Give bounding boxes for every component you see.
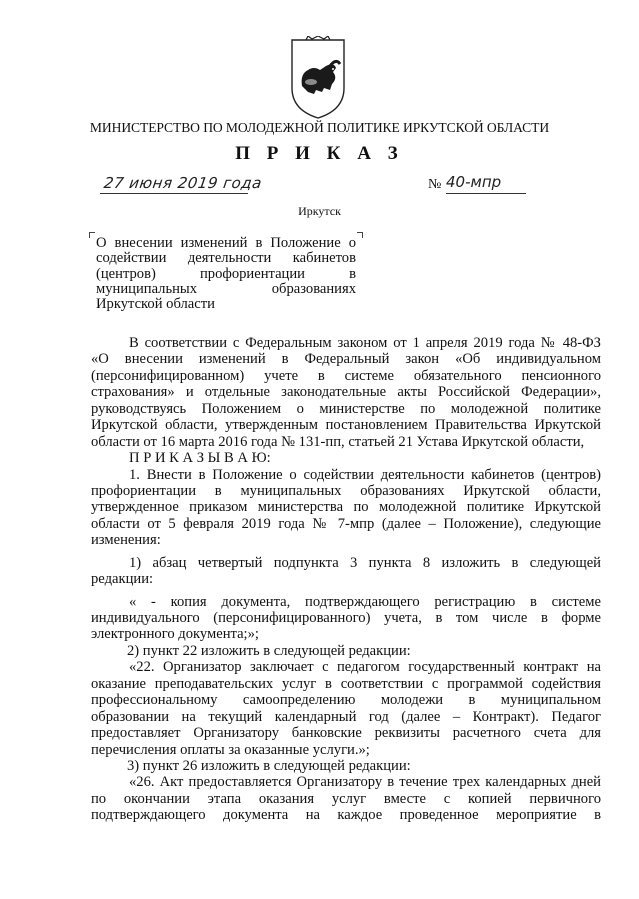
body-line: страхования» и отдельные законодательные акты Российской Федерации», (91, 384, 601, 401)
body-line: индивидуального (персонифицированного) учета, в том числе в форме (91, 610, 601, 626)
body-line: «26. Акт предоставляется Организатору в течение трех календарных дней (129, 774, 601, 791)
body-line: Иркутской области, утвержденным постановлением Правительства Иркутской (91, 417, 601, 434)
body-line: руководствуясь Положением о министерстве по молодежной политике (91, 400, 601, 417)
number-underline (446, 193, 526, 194)
body-line: области от 16 марта 2016 года № 131-пп, статьей 21 Устава Иркутской области, (91, 433, 585, 450)
body-line: по окончании этапа оказания услуг вместе с копией первичного (91, 790, 601, 807)
order-directive: П Р И К А З Ы В А Ю: (129, 450, 271, 467)
body-line: 3) пункт 26 изложить в следующей редакции: (127, 757, 411, 774)
body-line: подтверждающего документа на каждое проведенное мероприятие в (91, 807, 601, 824)
body-line: изменения: (91, 532, 161, 549)
subject-line: О внесении изменений в Положение о (96, 235, 356, 251)
order-number: 40-мпр (446, 173, 502, 191)
order-body (91, 335, 601, 824)
subject-line: содействии деятельности кабинетов (96, 250, 356, 267)
body-line: предоставляет Организатору банковские реквизиты расчетного счета для (91, 725, 601, 742)
subject-bracket-right (357, 232, 363, 238)
order-title: П Р И К А З (235, 143, 404, 164)
number-label: № (428, 177, 442, 192)
body-line: 1. Внести в Положение о содействии деятельности кабинетов (центров) (129, 466, 601, 483)
body-line: оказание преподавательских услуг в соответствии с программой содействия (91, 675, 601, 692)
ministry-name: МИНИСТЕРСТВО ПО МОЛОДЕЖНОЙ ПОЛИТИКЕ ИРКУТСКОЙ ОБЛАСТИ (89, 120, 550, 135)
body-line: 2) пункт 22 изложить в следующей редакции: (127, 642, 411, 659)
body-line: образовании на текущий календарный год (далее – Контракт). Педагог (91, 708, 601, 725)
subject-line: муниципальных образованиях (96, 280, 356, 297)
coat-of-arms-icon (286, 36, 350, 120)
body-line: профориентации в муниципальных образованиях Иркутской области, (91, 482, 601, 499)
body-line: перечисления оплаты за оказанные услуги.»; (91, 741, 370, 758)
subject-bracket-left (89, 232, 95, 238)
body-line: « - копия документа, подтверждающего регистрацию в системе (129, 593, 601, 610)
order-subject (96, 236, 356, 312)
date-underline (100, 193, 248, 194)
city: Иркутск (298, 204, 341, 218)
body-line: профессиональному самоопределению молодежи в муниципальном (91, 692, 601, 709)
body-line: электронного документа;»; (91, 626, 259, 643)
body-line: утвержденное приказом министерства по молодежной политике Иркутской (91, 499, 601, 516)
subject-line: Иркутской области (96, 296, 215, 313)
body-line: области от 5 февраля 2019 года № 7-мпр (далее – Положение), следующие (91, 515, 601, 532)
body-line: 1) абзац четвертый подпункта 3 пункта 8 изложить в следующей (129, 554, 601, 571)
body-line: В соответствии с Федеральным законом от 1 апреля 2019 года № 48-ФЗ (129, 335, 601, 351)
subject-line: (центров) профориентации в (96, 265, 356, 282)
order-date: 27 июня 2019 года (102, 174, 264, 192)
body-line: редакции: (91, 571, 154, 588)
body-line: «22. Организатор заключает с педагогом государственный контракт на (129, 659, 601, 676)
body-line: (персонифицированном) учете в системе обязательного пенсионного (91, 367, 601, 384)
body-line: «О внесении изменений в Федеральный закон «Об индивидуальном (91, 351, 601, 368)
